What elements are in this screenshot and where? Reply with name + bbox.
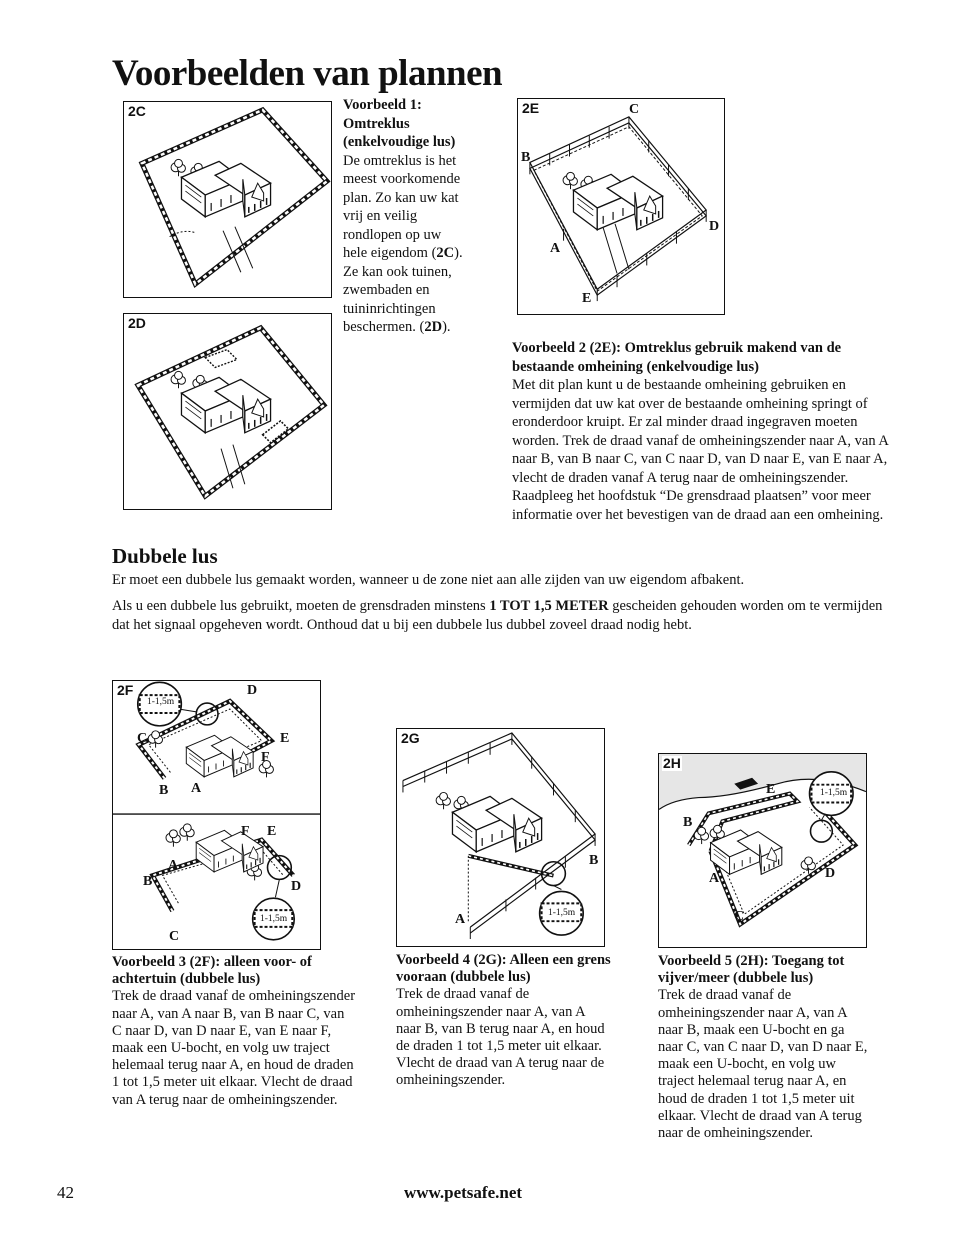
page-title: Voorbeelden van plannen xyxy=(112,53,503,94)
example-1-body xyxy=(343,152,465,337)
point-f: F xyxy=(241,824,250,839)
double-loop-heading: Dubbele lus xyxy=(112,544,218,568)
figure-2h-label: 2H xyxy=(663,755,681,771)
example-2-body: Met dit plan kunt u de bestaande omheining gebruiken en vermijden dat uw kat over de bestaande omheining springt of eronderdoor kruipt. Er zal minder draad ingegraven moeten worden. Trek de draad vanaf de omheiningszender naar A, van A naar B, van B naar C, van C naar D, van D naar E, van E naar A, vlecht de draden vanaf A terug naar de omheiningszender. Raadpleeg het hoofdstuk “De grensdraad plaatsen” voor meer informatie over het bevestigen van de draad aan een omheining. xyxy=(512,377,889,523)
figure-2g-label: 2G xyxy=(401,730,420,746)
example-1-ref-2d: 2D xyxy=(424,319,443,335)
figure-2d-label: 2D xyxy=(128,315,146,331)
point-c: C xyxy=(734,909,745,924)
figure-2e-label: 2E xyxy=(522,100,540,116)
example-3-title: Voorbeeld 3 (2F): alleen voor- of achtertuin (dubbele lus) xyxy=(112,954,312,988)
example-5-title: Voorbeeld 5 (2H): Toegang tot vijver/meer (dubbele lus) xyxy=(658,953,845,987)
double-loop-paragraph-1: Er moet een dubbele lus gemaakt worden, wanneer u de zone niet aan alle zijden van uw eigendom afbakent. xyxy=(112,572,745,588)
distance-label: 1-1,5m xyxy=(260,914,288,924)
example-5-text xyxy=(658,953,870,1142)
point-e: E xyxy=(280,731,290,746)
distance-label: 1-1,5m xyxy=(820,788,848,798)
point-b: B xyxy=(159,783,169,798)
point-b: B xyxy=(143,874,153,889)
point-c: C xyxy=(629,102,640,117)
figure-2h xyxy=(658,753,867,948)
example-2-text xyxy=(512,339,896,524)
figure-2e xyxy=(517,98,725,315)
double-loop-paragraph-2 xyxy=(112,597,902,634)
example-4-body: Trek de draad vanaf de omheiningszender naar A, van A naar B, van B terug naar A, en houd de draden 1 tot 1,5 meter uit elkaar. Vlecht de draad van A terug naar de omheiningszender. xyxy=(396,986,605,1089)
distance-label: 1-1,5m xyxy=(147,697,175,707)
figure-2c-label: 2C xyxy=(128,103,146,119)
point-e: E xyxy=(582,291,592,306)
example-3-body: Trek de draad vanaf de omheiningszender naar A, van A naar B, van B naar C, van C naar D, van D naar E, van E naar F, maak een U-bocht, en volg uw traject helemaal terug naar A, en houd de draden 1 tot 1,5 meter uit elkaar. Vlecht de draad van A terug naar de omheiningszender. xyxy=(112,988,356,1108)
point-a: A xyxy=(191,781,202,796)
figure-2g xyxy=(396,728,605,947)
paragraph-part: Als u een dubbele lus gebruikt, moeten de grensdraden minstens xyxy=(112,598,490,614)
example-3-text xyxy=(112,954,356,1109)
example-2-title: Voorbeeld 2 (2E): Omtreklus gebruik makend van de bestaande omheining (enkelvoudige lus) xyxy=(512,340,842,375)
figure-2d-illustration xyxy=(124,314,331,509)
point-e: E xyxy=(267,824,277,839)
distance-emphasis: 1 TOT 1,5 METER xyxy=(489,598,609,614)
figure-2f-illustration xyxy=(113,681,320,949)
point-b: B xyxy=(521,150,531,165)
point-a: A xyxy=(550,241,561,256)
point-a: A xyxy=(168,858,179,873)
example-5-body: Trek de draad vanaf de omheiningszender naar A, van A naar B, maak een U-bocht en ga naar C, van C naar D, van D naar E, maak een U-bocht, en volg uw traject helemaal terug naar A, en houd de draden 1 tot 1,5 meter uit elkaar. Vlecht de draad van A terug naar de omheiningszender. xyxy=(658,987,868,1142)
point-e: E xyxy=(766,782,776,797)
figure-2h-illustration xyxy=(659,754,866,947)
point-c: C xyxy=(169,929,180,944)
point-f: F xyxy=(261,750,270,765)
website-link[interactable]: www.petsafe.net xyxy=(404,1183,523,1202)
example-1-body-part: ). Ze kan ook tuinen, zwembaden en tuininrichtingen beschermen. ( xyxy=(343,245,463,335)
point-d: D xyxy=(291,879,302,894)
example-1-body-part: De omtreklus is het meest voorkomende plan. Zo kan uw kat vrij en veilig rondlopen op uw hele eigendom ( xyxy=(343,152,461,261)
figure-2c xyxy=(123,101,332,298)
figure-2f-label: 2F xyxy=(117,682,134,698)
point-a: A xyxy=(709,871,720,886)
example-4-title: Voorbeeld 4 (2G): Alleen een grens vooraan (dubbele lus) xyxy=(396,952,611,986)
figure-2f xyxy=(112,680,321,950)
example-1-body-part: ). xyxy=(442,319,451,335)
figure-2d xyxy=(123,313,332,510)
point-d: D xyxy=(825,866,836,881)
point-a: A xyxy=(455,912,466,927)
distance-label: 1-1,5m xyxy=(548,908,576,918)
example-1-text xyxy=(343,96,465,337)
point-b: B xyxy=(683,815,693,830)
page-number: 42 xyxy=(57,1183,74,1202)
point-d: D xyxy=(709,219,720,234)
paragraph-part: gescheiden gehouden worden om te vermijden dat het signaal opgeheven wordt. Onthoud dat u bij een dubbele lus dubbel zoveel draad nodig hebt. xyxy=(112,598,883,633)
point-d: D xyxy=(247,683,258,698)
example-1-ref-2c: 2C xyxy=(436,245,455,261)
figure-2c-illustration xyxy=(124,102,331,297)
figure-2e-illustration xyxy=(518,99,724,314)
point-b: B xyxy=(589,853,599,868)
example-1-title: Voorbeeld 1: Omtreklus (enkelvoudige lus) xyxy=(343,97,456,150)
point-c: C xyxy=(137,731,148,746)
example-4-text xyxy=(396,952,612,1090)
